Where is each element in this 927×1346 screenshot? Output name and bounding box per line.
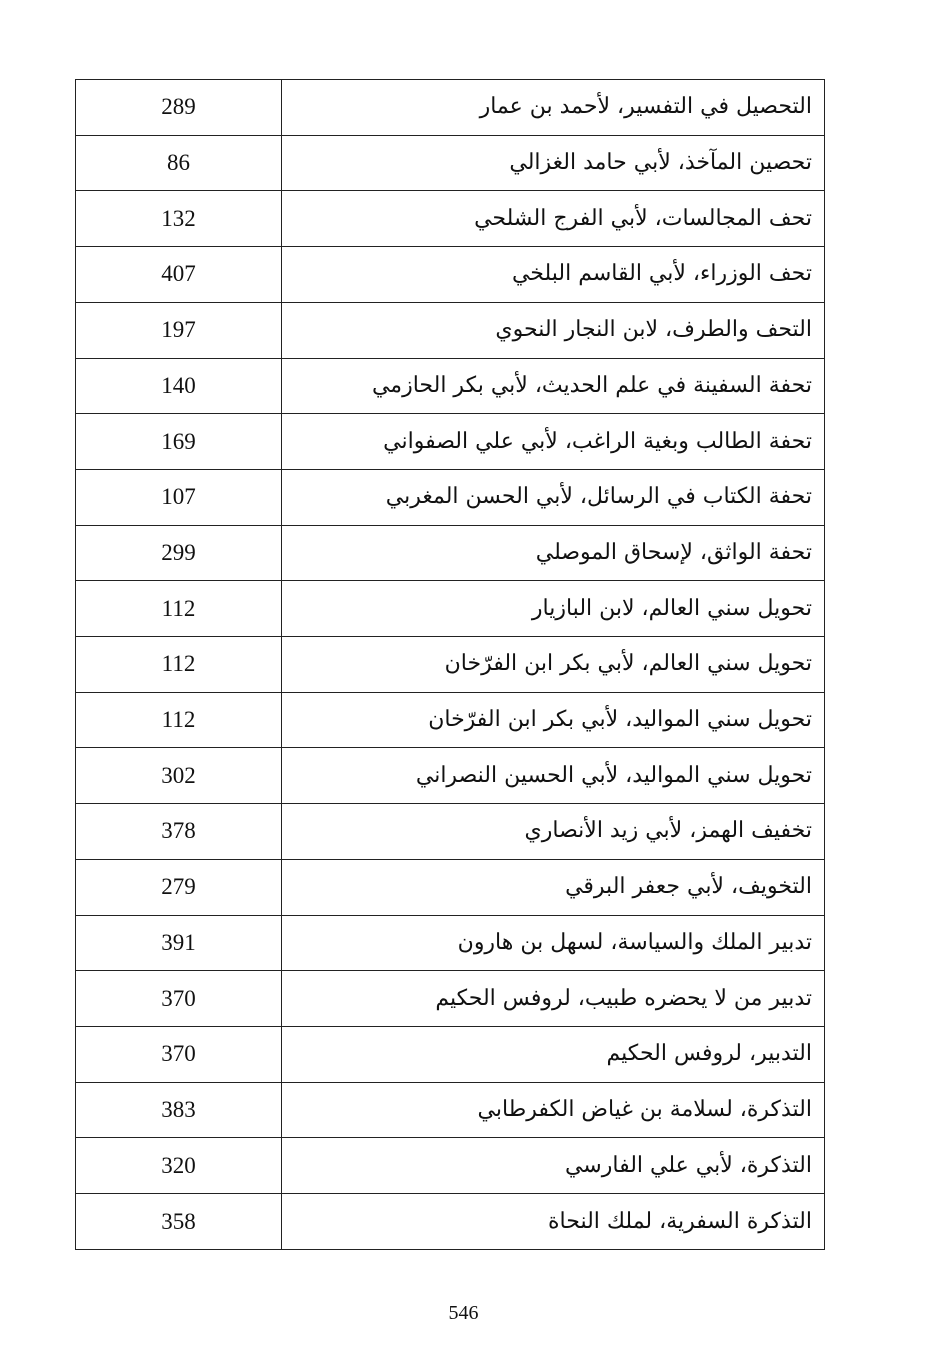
table-row (76, 525, 825, 581)
book-title-cell: تحويل سني المواليد، لأبي بكر ابن الفرّخان (282, 692, 825, 748)
page-reference-cell: 320 (76, 1138, 282, 1194)
table-row (76, 414, 825, 470)
page-reference-cell: 378 (76, 804, 282, 860)
page-reference-cell: 112 (76, 581, 282, 637)
book-title-cell: تدبير من لا يحضره طبيب، لروفس الحكيم (282, 971, 825, 1027)
table-row (76, 692, 825, 748)
page-reference-cell: 391 (76, 915, 282, 971)
book-title-cell: التذكرة، لأبي علي الفارسي (282, 1138, 825, 1194)
page-reference-cell: 370 (76, 1026, 282, 1082)
table-row (76, 748, 825, 804)
book-title-cell: تحفة الكتاب في الرسائل، لأبي الحسن المغربي (282, 469, 825, 525)
table-row (76, 859, 825, 915)
table-row (76, 302, 825, 358)
table-row (76, 80, 825, 136)
book-title-cell: تحويل سني العالم، لأبي بكر ابن الفرّخان (282, 637, 825, 693)
book-title-cell: التدبير، لروفس الحكيم (282, 1026, 825, 1082)
table-row (76, 1026, 825, 1082)
page-reference-cell: 169 (76, 414, 282, 470)
book-title-cell: التحف والطرف، لابن النجار النحوي (282, 302, 825, 358)
book-title-cell: تحفة الواثق، لإسحاق الموصلي (282, 525, 825, 581)
book-title-cell: تدبير الملك والسياسة، لسهل بن هارون (282, 915, 825, 971)
table-row (76, 135, 825, 191)
book-title-cell: تخفيف الهمز، لأبي زيد الأنصاري (282, 804, 825, 860)
table-row (76, 637, 825, 693)
page-reference-cell: 279 (76, 859, 282, 915)
table-row (76, 1194, 825, 1250)
book-title-cell: التذكرة السفرية، لملك النحاة (282, 1194, 825, 1250)
book-title-cell: التذكرة، لسلامة بن غياض الكفرطابي (282, 1082, 825, 1138)
page-number: 546 (448, 1302, 479, 1324)
table-row (76, 1082, 825, 1138)
page-reference-cell: 383 (76, 1082, 282, 1138)
page-reference-cell: 132 (76, 191, 282, 247)
table-row (76, 804, 825, 860)
book-title-cell: تحف الوزراء، لأبي القاسم البلخي (282, 247, 825, 303)
table-row (76, 191, 825, 247)
page-reference-cell: 86 (76, 135, 282, 191)
book-title-cell: تحويل سني المواليد، لأبي الحسين النصراني (282, 748, 825, 804)
page-reference-cell: 112 (76, 637, 282, 693)
book-title-cell: تحف المجالسات، لأبي الفرج الشلحي (282, 191, 825, 247)
page-reference-cell: 302 (76, 748, 282, 804)
table-row (76, 247, 825, 303)
page-reference-cell: 112 (76, 692, 282, 748)
page-reference-cell: 407 (76, 247, 282, 303)
page-reference-cell: 358 (76, 1194, 282, 1250)
table-row (76, 971, 825, 1027)
page-reference-cell: 289 (76, 80, 282, 136)
table-row (76, 581, 825, 637)
book-title-cell: تحويل سني العالم، لابن البازيار (282, 581, 825, 637)
book-title-cell: التحصيل في التفسير، لأحمد بن عمار (282, 80, 825, 136)
table-row (76, 469, 825, 525)
page-reference-cell: 140 (76, 358, 282, 414)
book-title-cell: تحفة السفينة في علم الحديث، لأبي بكر الحازمي (282, 358, 825, 414)
page-reference-cell: 299 (76, 525, 282, 581)
index-table-body (76, 80, 825, 1250)
table-row (76, 1138, 825, 1194)
book-title-cell: التخويف، لأبي جعفر البرقي (282, 859, 825, 915)
page-reference-cell: 370 (76, 971, 282, 1027)
index-table (75, 79, 825, 1250)
book-title-cell: تحفة الطالب وبغية الراغب، لأبي علي الصفواني (282, 414, 825, 470)
page-reference-cell: 107 (76, 469, 282, 525)
page-reference-cell: 197 (76, 302, 282, 358)
book-title-cell: تحصين المآخذ، لأبي حامد الغزالي (282, 135, 825, 191)
table-row (76, 915, 825, 971)
table-row (76, 358, 825, 414)
